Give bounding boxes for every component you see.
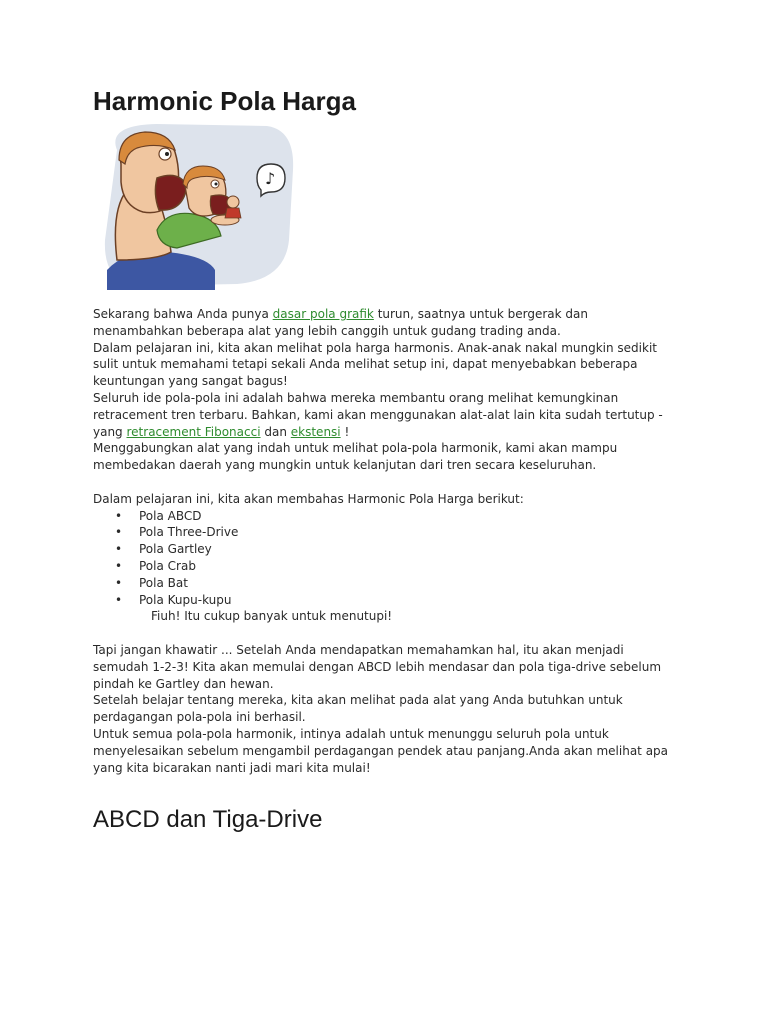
- list-item: • Pola Kupu-kupu: [115, 592, 232, 607]
- paragraph-dont-worry: Tapi jangan khawatir ... Setelah Anda mendapatkan memahamkan hal, itu akan menjadi semudah 1-2-3! Kita akan memulai dengan ABCD lebih mendasar dan pola tiga-drive sebelum pindah ke Gartley dan hewan.: [93, 642, 662, 691]
- paragraph-all-patterns: Untuk semua pola-pola harmonik, intinya adalah untuk menunggu seluruh pola untuk menyelesaikan sebelum mengambil perdagangan pendek atau panjang.Anda akan melihat apa yang kita bicarakan nanti jadi mari kita mulai!: [93, 726, 669, 775]
- link-retracement-fibonacci[interactable]: retracement Fibonacci: [126, 424, 261, 439]
- paragraph-combine: Menggabungkan alat yang indah untuk melihat pola-pola harmonik, kami akan mampu membedakan daerah yang mungkin untuk kelanjutan dari tren secara keseluruhan.: [93, 441, 618, 473]
- article-body: [93, 306, 678, 776]
- list-item: • Pola Bat: [115, 575, 188, 590]
- paragraph-retracement: Seluruh ide pola-pola ini adalah bahwa mereka membantu orang melihat kemungkinan retracement tren terbaru. Bahkan, kami akan menggunakan alat-alat lain kita sudah tertutup - yang retracement Fibonacci dan ekstensi !: [93, 390, 663, 439]
- paragraph-after-learning: Setelah belajar tentang mereka, kita akan melihat pada alat yang Anda butuhkan untuk perdagangan pola-pola ini berhasil.: [93, 693, 623, 725]
- paragraph-intro: Sekarang bahwa Anda punya dasar pola grafik turun, saatnya untuk bergerak dan menambahkan beberapa alat yang lebih canggih untuk gudang trading anda.: [93, 307, 588, 338]
- svg-text:♪: ♪: [265, 169, 276, 188]
- list-item: • Pola Crab: [115, 558, 196, 573]
- link-ekstensi[interactable]: ekstensi: [290, 424, 341, 439]
- list-item: • Pola ABCD: [115, 508, 202, 523]
- link-dasar-pola-grafik[interactable]: dasar pola grafik: [272, 307, 374, 321]
- paragraph-harmonic: Dalam pelajaran ini, kita akan melihat pola harga harmonis. Anak-anak nakal mungkin sedikit sulit untuk memahami tetapi sekali Anda melihat setup ini, dapat menyebabkan beberapa keuntungan yang sangat bagus!: [93, 340, 657, 389]
- list-outro: Fiuh! Itu cukup banyak untuk menutupi!: [151, 609, 393, 624]
- list-item: • Pola Gartley: [115, 542, 212, 557]
- page-title: Harmonic Pola Harga: [93, 86, 356, 116]
- shouting-men-illustration: [97, 120, 297, 290]
- section-heading: ABCD dan Tiga-Drive: [93, 806, 323, 833]
- pattern-list: [93, 508, 678, 609]
- list-item: • Pola Three-Drive: [115, 525, 239, 540]
- list-intro: Dalam pelajaran ini, kita akan membahas Harmonic Pola Harga berikut:: [93, 491, 524, 506]
